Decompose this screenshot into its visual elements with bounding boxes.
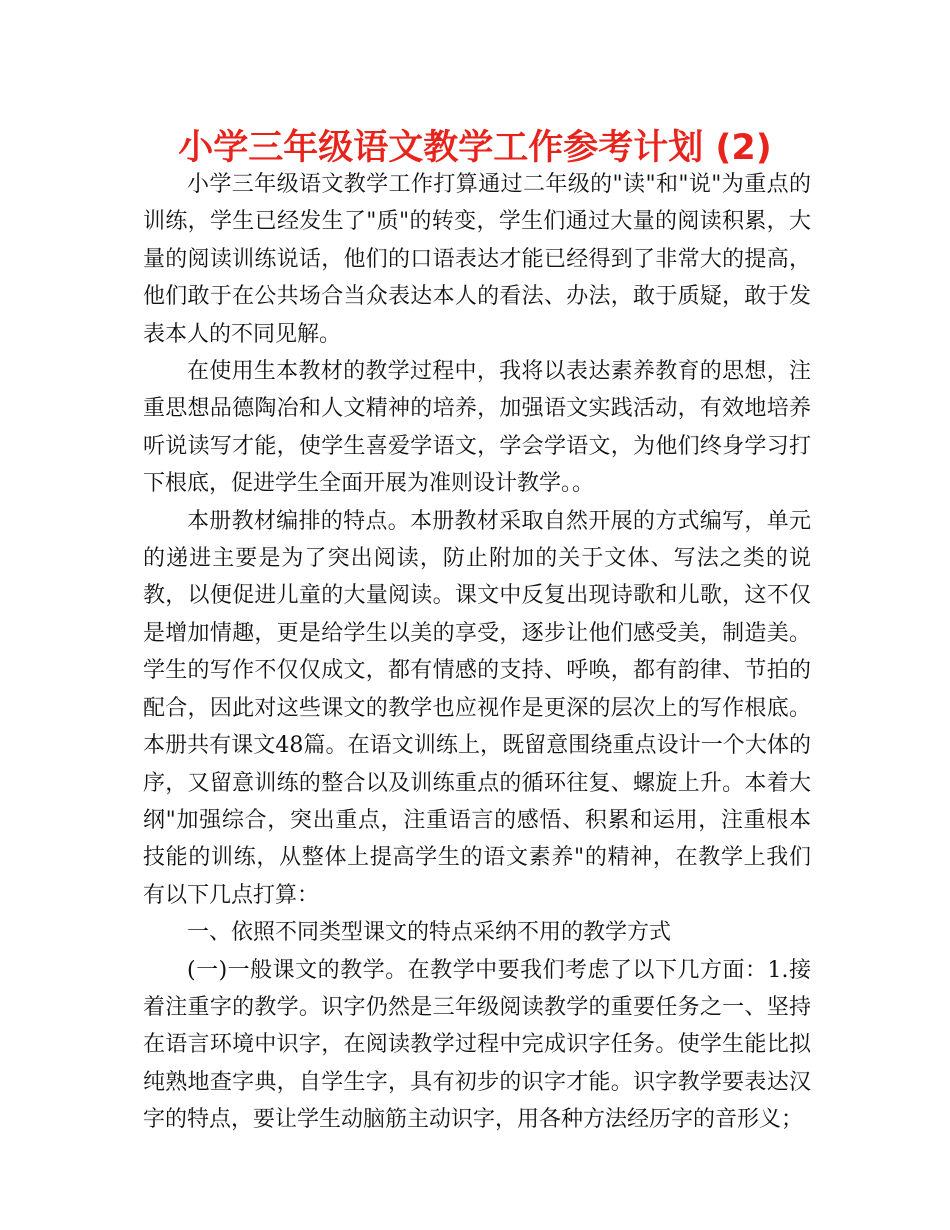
paragraph: 在使用生本教材的教学过程中，我将以表达素养教育的思想，注重思想品德陶冶和人文精神的培养，加强语文实践活动，有效地培养听说读写才能，使学生喜爱学语文，学会学语文，为他们终身学习打下根底，促进学生全面开展为准则设计教学。。 bbox=[143, 359, 811, 497]
document-title: 小学三年级语文教学工作参考计划 (2) bbox=[178, 128, 772, 168]
document-body bbox=[143, 166, 811, 1139]
paragraph: (一)一般课文的教学。在教学中要我们考虑了以下几方面：1.接着注重字的教学。识字仍然是三年级阅读教学的重要任务之一、坚持在语言环境中识字，在阅读教学过程中完成识字任务。使学生能比拟纯熟地查字典，自学生字，具有初步的识字才能。识字教学要表达汉字的特点，要让学生动脑筋主动识字，用各种方法经历字的音形义； bbox=[143, 957, 811, 1133]
paragraph: 一、依照不同类型课文的特点采纳不用的教学方式 bbox=[187, 920, 672, 946]
paragraph: 小学三年级语文教学工作打算通过二年级的"读"和"说"为重点的训练，学生已经发生了"质"的转变，学生们通过大量的阅读积累，大量的阅读训练说话，他们的口语表达才能已经得到了非常大的提高，他们敢于在公共场合当众表达本人的看法、办法，敢于质疑，敢于发表本人的不同见解。 bbox=[143, 172, 811, 347]
paragraph: 本册教材编排的特点。本册教材采取自然开展的方式编写，单元的递进主要是为了突出阅读，防止附加的关于文体、写法之类的说教，以便促进儿童的大量阅读。课文中反复出现诗歌和儿歌，这不仅是增加情趣，更是给学生以美的享受，逐步让他们感受美，制造美。学生的写作不仅仅成文，都有情感的支持、呼唤，都有韵律、节拍的配合，因此对这些课文的教学也应视作是更深的层次上的写作根底。本册共有课文48篇。在语文训练上，既留意围绕重点设计一个大体的序，又留意训练的整合以及训练重点的循环往复、螺旋上升。本着大纲"加强综合，突出重点，注重语言的感悟、积累和运用，注重根本技能的训练，从整体上提高学生的语文素养"的精神，在教学上我们有以下几点打算： bbox=[143, 508, 811, 908]
